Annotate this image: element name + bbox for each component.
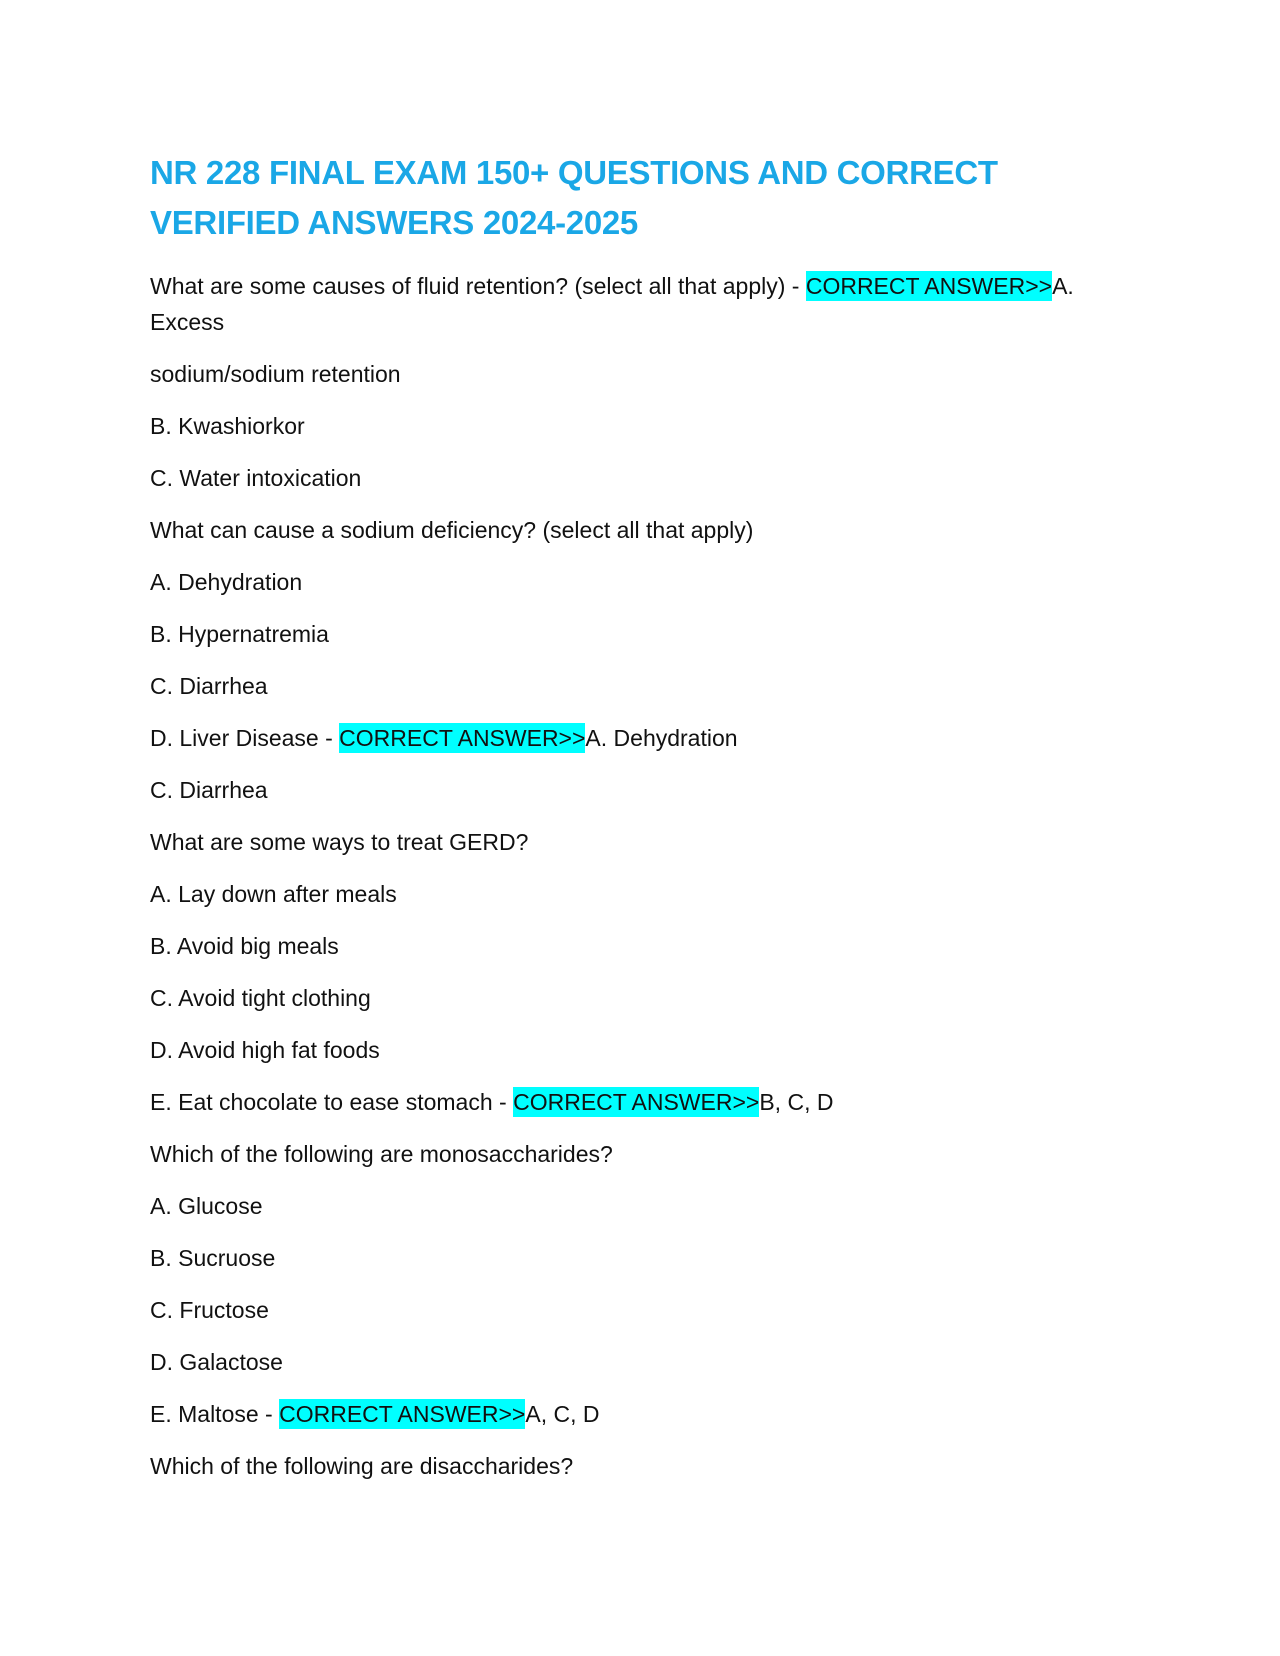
correct-answer-marker: CORRECT ANSWER>>	[805, 273, 1053, 299]
text-line	[150, 1292, 1130, 1328]
answer-text: A, C, D	[525, 1401, 600, 1427]
line-text: D. Liver Disease -	[150, 725, 340, 751]
text-line	[150, 980, 1130, 1016]
text-line	[150, 564, 1130, 600]
text-line	[150, 616, 1130, 652]
line-text: C. Fructose	[150, 1297, 269, 1323]
line-text: Which of the following are monosaccharides?	[150, 1141, 613, 1167]
text-line	[150, 720, 1130, 756]
correct-answer-marker: CORRECT ANSWER>>	[513, 1089, 760, 1115]
text-line	[150, 928, 1130, 964]
text-line	[150, 824, 1130, 860]
line-text: C. Avoid tight clothing	[150, 985, 371, 1011]
line-text: B. Avoid big meals	[150, 933, 339, 959]
text-line	[150, 1084, 1130, 1120]
text-line	[150, 668, 1130, 704]
text-line	[150, 772, 1130, 808]
document-title: NR 228 FINAL EXAM 150+ QUESTIONS AND CORRECT VERIFIED ANSWERS 2024-2025	[150, 154, 998, 241]
answer-text: A. Excess	[150, 273, 1074, 335]
line-text: A. Dehydration	[150, 569, 303, 595]
line-text: What are some causes of fluid retention? (select all that apply) -	[150, 273, 806, 299]
text-line	[150, 1448, 1130, 1484]
text-line	[150, 408, 1130, 444]
text-line	[150, 356, 1130, 392]
line-text: C. Diarrhea	[150, 777, 268, 803]
answer-text: A. Dehydration	[585, 725, 738, 751]
line-text: D. Avoid high fat foods	[150, 1037, 380, 1063]
line-text: D. Galactose	[150, 1349, 283, 1375]
text-line	[150, 876, 1130, 912]
line-text: B. Sucruose	[150, 1245, 276, 1271]
document-body	[150, 148, 1130, 1500]
text-line	[150, 512, 1130, 548]
correct-answer-marker: CORRECT ANSWER>>	[279, 1401, 526, 1427]
line-text: What can cause a sodium deficiency? (select all that apply)	[150, 517, 754, 543]
answer-text: B, C, D	[759, 1089, 834, 1115]
line-text: What are some ways to treat GERD?	[150, 829, 529, 855]
line-text: E. Eat chocolate to ease stomach -	[150, 1089, 514, 1115]
text-line	[150, 1240, 1130, 1276]
line-text: sodium/sodium retention	[150, 361, 401, 387]
text-line	[150, 1344, 1130, 1380]
line-text: C. Diarrhea	[150, 673, 268, 699]
line-text: C. Water intoxication	[150, 465, 362, 491]
text-line	[150, 1136, 1130, 1172]
line-text: A. Glucose	[150, 1193, 263, 1219]
text-line	[150, 460, 1130, 496]
text-line	[150, 1188, 1130, 1224]
correct-answer-marker: CORRECT ANSWER>>	[339, 725, 586, 751]
text-line	[150, 268, 1130, 340]
line-text: A. Lay down after meals	[150, 881, 397, 907]
text-line	[150, 1032, 1130, 1068]
line-text: B. Hypernatremia	[150, 621, 329, 647]
line-text: E. Maltose -	[150, 1401, 280, 1427]
line-text: B. Kwashiorkor	[150, 413, 305, 439]
text-line	[150, 1396, 1130, 1432]
line-text: Which of the following are disaccharides?	[150, 1453, 574, 1479]
qa-lines	[150, 268, 1130, 1484]
